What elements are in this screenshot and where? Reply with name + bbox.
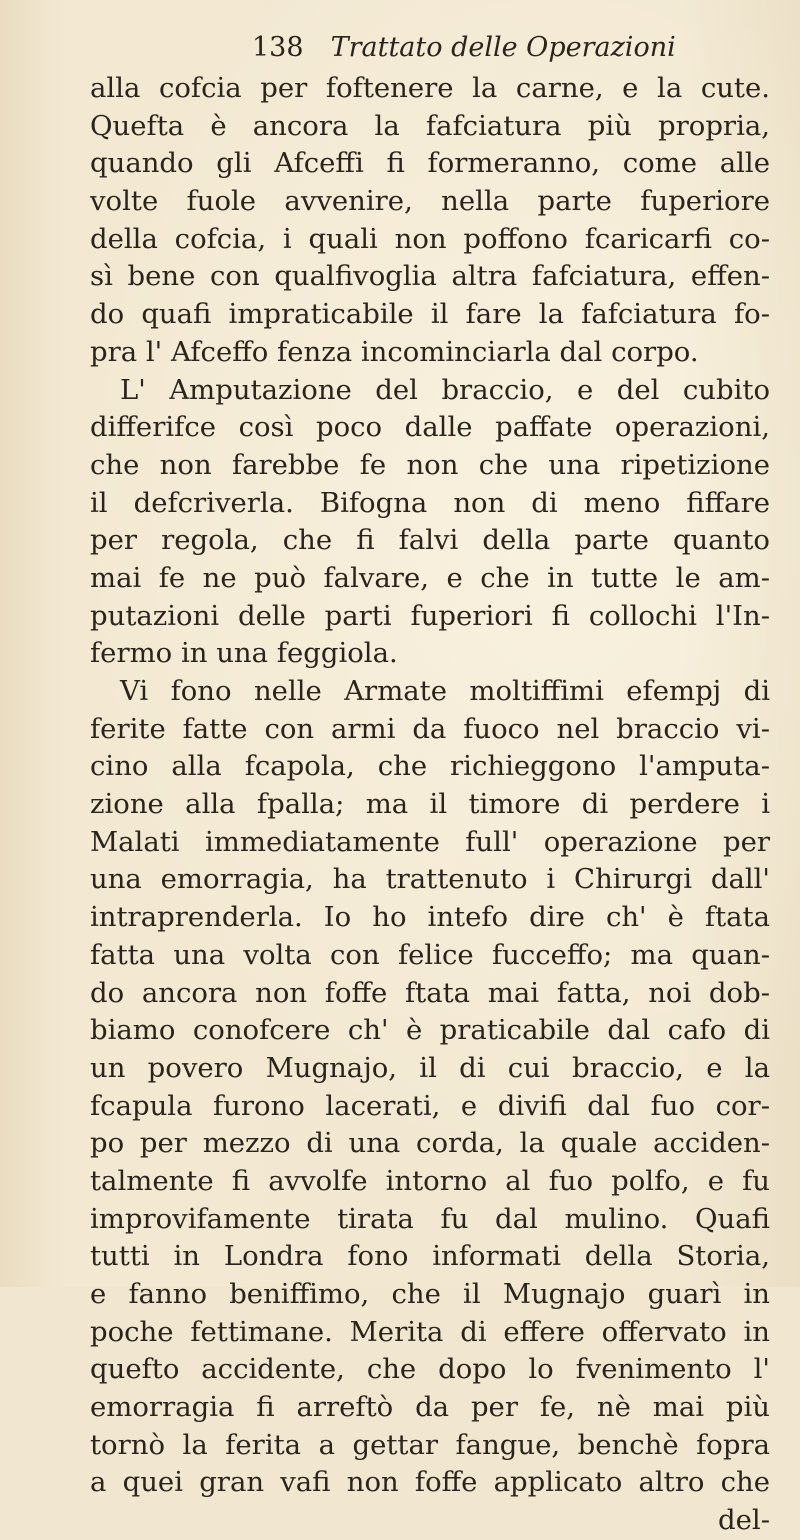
text-line: differifce così poco dalle paffate operazioni,	[90, 411, 770, 444]
text-line: cino alla fcapola, che richieggono l'amputa-	[90, 750, 770, 783]
text-line: do ancora non foffe ftata mai fatta, noi dob-	[90, 976, 770, 1009]
text-line: che non farebbe fe non che una ripetizione	[90, 448, 770, 481]
text-line: emorragia fi arreftò da per fe, nè mai più	[90, 1391, 770, 1424]
page-number: 138	[252, 32, 304, 63]
text-line: alla cofcia per foftenere la carne, e la cute.	[90, 72, 770, 104]
text-line: tornò la ferita a gettar fangue, benchè fopra	[90, 1428, 770, 1461]
text-line: Vi fono nelle Armate moltiffimi efempj di	[120, 675, 770, 707]
text-line: improvifamente tirata fu dal mulino. Quafi	[90, 1202, 770, 1235]
text-line: Quefta è ancora la fafciatura più propria,	[90, 109, 770, 142]
text-line: volte fuole avvenire, nella parte fuperiore	[90, 185, 770, 218]
text-line: per regola, che fi falvi della parte quanto	[90, 524, 770, 557]
text-line: fermo in una feggiola.	[90, 637, 398, 670]
text-line: L' Amputazione del braccio, e del cubito	[120, 373, 770, 406]
running-title: Trattato delle Operazioni	[330, 32, 676, 63]
text-line: do quafi impraticabile il fare la fafciatura fo-	[90, 298, 770, 331]
text-line: fatta una volta con felice fucceffo; ma quan-	[90, 938, 770, 971]
text-line: pra l' Afceffo fenza incominciarla dal corpo.	[90, 335, 699, 368]
text-line: mai fe ne può falvare, e che in tutte le am-	[90, 561, 770, 594]
text-line: una emorragia, ha trattenuto i Chirurgi dall'	[90, 863, 770, 896]
text-line: della cofcia, i quali non poffono fcaricarfi co-	[90, 222, 770, 255]
text-line: poche fettimane. Merita di effere offervato in	[90, 1315, 770, 1348]
text-line: e fanno beniffimo, che il Mugnajo guarì in	[90, 1278, 770, 1310]
page-header	[252, 28, 772, 68]
text-line: talmente fi avvolfe intorno al fuo polfo, e fu	[90, 1164, 770, 1197]
text-line: quefto accidente, che dopo lo fvenimento l'	[90, 1353, 770, 1386]
text-line: sì bene con qualfivoglia altra fafciatura, effen-	[90, 260, 770, 293]
text-line: intraprenderla. Io ho intefo dire ch' è ftata	[90, 901, 770, 934]
text-line: quando gli Afceffi fi formeranno, come alle	[90, 147, 770, 180]
text-line: fcapula furono lacerati, e divifi dal fuo cor-	[90, 1089, 770, 1122]
text-line: un povero Mugnajo, il di cui braccio, e la	[90, 1051, 770, 1084]
catchword: del-	[718, 1504, 770, 1537]
text-line: il defcriverla. Bifogna non di meno fiffare	[90, 486, 770, 519]
text-line: a quei gran vafi non foffe applicato altro che	[90, 1466, 770, 1499]
text-line: tutti in Londra fono informati della Storia,	[90, 1240, 770, 1273]
text-line: putazioni delle parti fuperiori fi collochi l'In-	[90, 599, 770, 632]
body-text	[90, 70, 770, 1540]
text-line: zione alla fpalla; ma il timore di perdere i	[90, 788, 770, 821]
text-line: Malati immediatamente full' operazione per	[90, 825, 770, 858]
text-line: biamo conofcere ch' è praticabile dal cafo di	[90, 1014, 770, 1047]
text-line: po per mezzo di una corda, la quale acciden-	[90, 1127, 770, 1160]
text-line: ferite fatte con armi da fuoco nel braccio vi-	[90, 712, 770, 745]
